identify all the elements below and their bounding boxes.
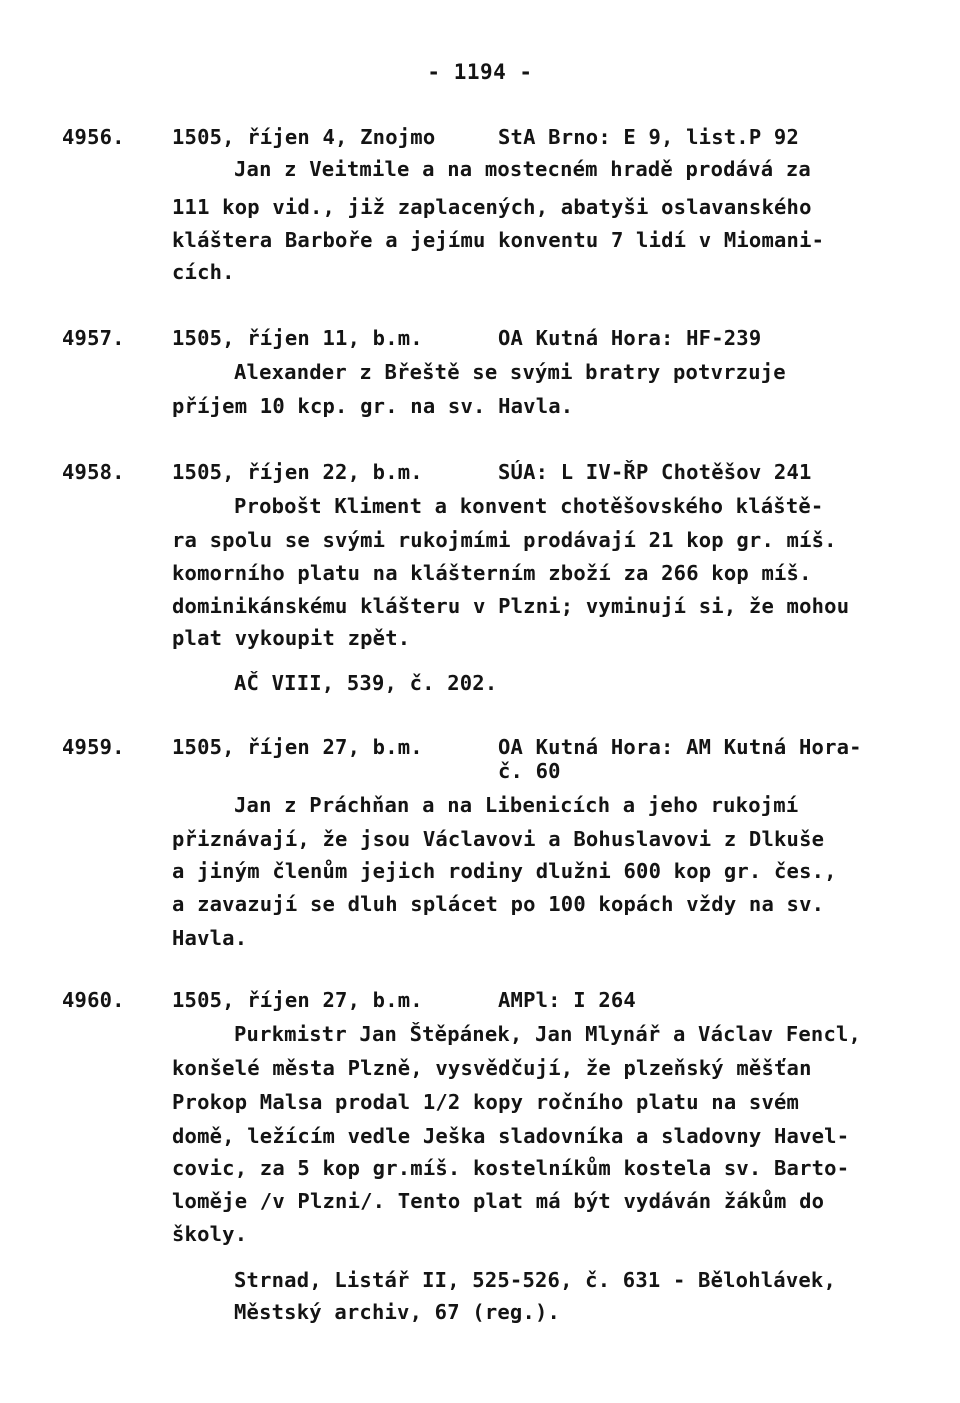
entry-date-place: 1505, říjen 22, b.m. [172,460,423,484]
entry-text-line: domě, ležícím vedle Ješka sladovníka a sladovny Havel- [172,1124,850,1148]
entry-text-line: Havla. [172,926,248,950]
entry-text-line: příjem 10 kcp. gr. na sv. Havla. [172,394,574,418]
entry-text-line: dominikánskému klášteru v Plzni; vyminují si, že mohou [172,594,850,618]
entry-date-place: 1505, říjen 11, b.m. [172,326,423,350]
entry-text-line: kláštera Barboře a jejímu konventu 7 lidí v Miomani- [172,228,825,252]
entry-source-continuation: č. 60 [498,759,561,783]
entry-text-line: školy. [172,1222,248,1246]
entry-text-line: Alexander z Břeště se svými bratry potvrzuje [234,360,786,384]
entry-date-place: 1505, říjen 27, b.m. [172,988,423,1012]
entry-text-line: komorního platu na klášterním zboží za 266 kop míš. [172,561,812,585]
entry-number: 4956. [62,125,125,149]
entry-text-line: Prokop Malsa prodal 1/2 kopy ročního platu na svém [172,1090,800,1114]
entry-text-line: Jan z Veitmile a na mostecném hradě prodává za [234,157,811,181]
entry-source: OA Kutná Hora: AM Kutná Hora- [498,735,862,759]
entry-text-line: Purkmistr Jan Štěpánek, Jan Mlynář a Václav Fencl, [234,1022,862,1046]
entry-text-line: covic, za 5 kop gr.míš. kostelníkům kostela sv. Barto- [172,1156,850,1180]
entry-text-line: plat vykoupit zpět. [172,626,411,650]
entry-date-place: 1505, říjen 27, b.m. [172,735,423,759]
entry-text-line: konšelé města Plzně, vysvědčují, že plzeňský měšťan [172,1056,812,1080]
entry-text-line: a zavazují se dluh splácet po 100 kopách vždy na sv. [172,892,825,916]
entry-number: 4959. [62,735,125,759]
entry-citation: Strnad, Listář II, 525-526, č. 631 - Bělohlávek, [234,1268,837,1292]
entry-source: SÚA: L IV-ŘP Chotěšov 241 [498,460,812,484]
entry-text-line: Probošt Kliment a konvent chotěšovského kláště- [234,494,824,518]
entry-text-line: 111 kop vid., již zaplacených, abatyši oslavanského [172,195,812,219]
entry-text-line: Jan z Práchňan a na Libenicích a jeho rukojmí [234,793,799,817]
entry-text-line: cích. [172,260,235,284]
entry-text-line: a jiným členům jejich rodiny dlužni 600 kop gr. čes., [172,859,837,883]
entry-text-line: přiznávají, že jsou Václavovi a Bohuslavovi z Dlkuše [172,827,825,851]
entry-source: OA Kutná Hora: HF-239 [498,326,762,350]
page-number: - 1194 - [427,60,533,84]
entry-number: 4960. [62,988,125,1012]
entry-source: AMPl: I 264 [498,988,636,1012]
entry-date-place: 1505, říjen 4, Znojmo [172,125,436,149]
entry-number: 4957. [62,326,125,350]
entry-number: 4958. [62,460,125,484]
entry-source: StA Brno: E 9, list.P 92 [498,125,800,149]
entry-text-line: ra spolu se svými rukojmími prodávají 21 kop gr. míš. [172,528,837,552]
entry-text-line: loměje /v Plzni/. Tento plat má být vydáván žákům do [172,1189,825,1213]
entry-citation: Městský archiv, 67 (reg.). [234,1300,561,1324]
entry-citation: AČ VIII, 539, č. 202. [234,671,498,695]
